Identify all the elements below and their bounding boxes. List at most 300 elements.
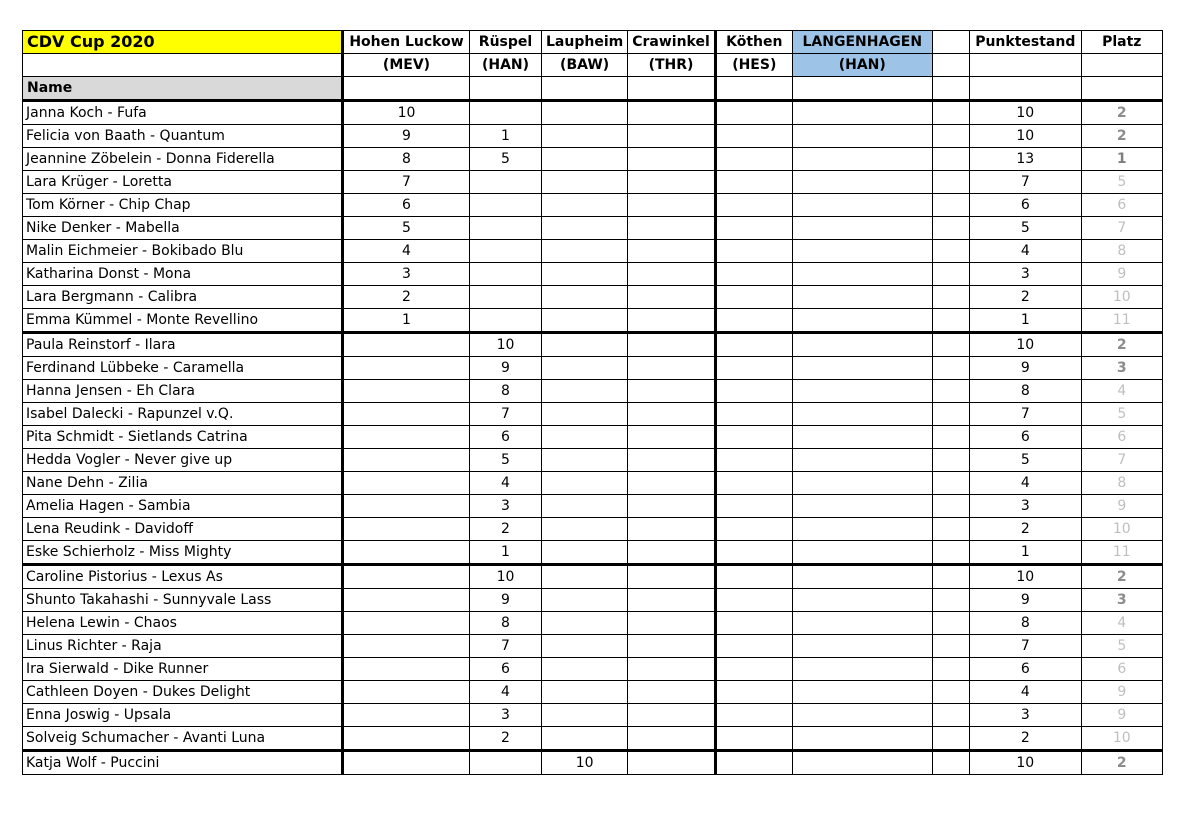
- score-cell[interactable]: [628, 194, 716, 217]
- rider-name[interactable]: Solveig Schumacher - Avanti Luna: [23, 727, 343, 751]
- total-points[interactable]: 10: [969, 565, 1081, 589]
- score-cell[interactable]: [542, 286, 628, 309]
- score-cell[interactable]: [792, 658, 932, 681]
- rider-name[interactable]: Katja Wolf - Puccini: [23, 751, 343, 775]
- score-cell[interactable]: [628, 495, 716, 518]
- place-rank[interactable]: 2: [1081, 751, 1162, 775]
- total-points[interactable]: 9: [969, 357, 1081, 380]
- column-region-9[interactable]: [1081, 54, 1162, 77]
- score-cell[interactable]: 1: [470, 125, 542, 148]
- column-header-7[interactable]: [932, 31, 969, 54]
- score-cell[interactable]: [628, 148, 716, 171]
- score-cell[interactable]: 6: [470, 426, 542, 449]
- score-cell[interactable]: [542, 518, 628, 541]
- place-rank[interactable]: 7: [1081, 217, 1162, 240]
- column-region-5[interactable]: (HES): [715, 54, 792, 77]
- rider-name[interactable]: Caroline Pistorius - Lexus As: [23, 565, 343, 589]
- score-cell[interactable]: [542, 309, 628, 333]
- score-cell[interactable]: [932, 426, 969, 449]
- score-cell[interactable]: [792, 635, 932, 658]
- score-cell[interactable]: [792, 148, 932, 171]
- score-cell[interactable]: [932, 495, 969, 518]
- column-region-2[interactable]: (HAN): [470, 54, 542, 77]
- score-cell[interactable]: [932, 403, 969, 426]
- rider-name[interactable]: Pita Schmidt - Sietlands Catrina: [23, 426, 343, 449]
- place-rank[interactable]: 2: [1081, 333, 1162, 357]
- score-cell[interactable]: [932, 681, 969, 704]
- score-cell[interactable]: [628, 541, 716, 565]
- score-cell[interactable]: [542, 171, 628, 194]
- rider-name[interactable]: Cathleen Doyen - Dukes Delight: [23, 681, 343, 704]
- score-cell[interactable]: [343, 380, 470, 403]
- score-cell[interactable]: [715, 658, 792, 681]
- score-cell[interactable]: [628, 380, 716, 403]
- place-rank[interactable]: 4: [1081, 612, 1162, 635]
- score-cell[interactable]: [932, 658, 969, 681]
- score-cell[interactable]: [628, 263, 716, 286]
- total-points[interactable]: 2: [969, 518, 1081, 541]
- score-cell[interactable]: [628, 240, 716, 263]
- score-cell[interactable]: [792, 589, 932, 612]
- total-points[interactable]: 6: [969, 194, 1081, 217]
- score-cell[interactable]: [792, 217, 932, 240]
- score-cell[interactable]: [932, 612, 969, 635]
- score-cell[interactable]: [628, 333, 716, 357]
- score-cell[interactable]: 5: [343, 217, 470, 240]
- rider-name[interactable]: Nane Dehn - Zilia: [23, 472, 343, 495]
- score-cell[interactable]: [628, 658, 716, 681]
- score-cell[interactable]: [715, 309, 792, 333]
- total-points[interactable]: 7: [969, 635, 1081, 658]
- score-cell[interactable]: [343, 681, 470, 704]
- score-cell[interactable]: 10: [470, 565, 542, 589]
- score-cell[interactable]: 8: [343, 148, 470, 171]
- score-cell[interactable]: [932, 449, 969, 472]
- total-points[interactable]: 6: [969, 426, 1081, 449]
- score-cell[interactable]: 4: [470, 681, 542, 704]
- place-rank[interactable]: 11: [1081, 309, 1162, 333]
- score-cell[interactable]: 2: [470, 518, 542, 541]
- score-cell[interactable]: 4: [343, 240, 470, 263]
- score-cell[interactable]: [715, 449, 792, 472]
- rider-name[interactable]: Felicia von Baath - Quantum: [23, 125, 343, 148]
- score-cell[interactable]: [542, 263, 628, 286]
- score-cell[interactable]: [792, 518, 932, 541]
- score-cell[interactable]: [542, 426, 628, 449]
- rider-name[interactable]: Shunto Takahashi - Sunnyvale Lass: [23, 589, 343, 612]
- title-spacer-cell[interactable]: [23, 54, 343, 77]
- score-cell[interactable]: [715, 518, 792, 541]
- score-cell[interactable]: [932, 380, 969, 403]
- rider-name[interactable]: Enna Joswig - Upsala: [23, 704, 343, 727]
- score-cell[interactable]: [542, 333, 628, 357]
- score-cell[interactable]: [343, 449, 470, 472]
- score-cell[interactable]: [542, 635, 628, 658]
- score-cell[interactable]: 3: [343, 263, 470, 286]
- score-cell[interactable]: [628, 309, 716, 333]
- score-cell[interactable]: [343, 541, 470, 565]
- score-cell[interactable]: [470, 263, 542, 286]
- score-cell[interactable]: 7: [470, 635, 542, 658]
- rider-name[interactable]: Nike Denker - Mabella: [23, 217, 343, 240]
- score-cell[interactable]: 2: [470, 727, 542, 751]
- place-rank[interactable]: 8: [1081, 240, 1162, 263]
- score-cell[interactable]: 6: [470, 658, 542, 681]
- score-cell[interactable]: [792, 751, 932, 775]
- score-cell[interactable]: [343, 472, 470, 495]
- place-rank[interactable]: 2: [1081, 125, 1162, 148]
- rider-name[interactable]: Eske Schierholz - Miss Mighty: [23, 541, 343, 565]
- rider-name[interactable]: Emma Kümmel - Monte Revellino: [23, 309, 343, 333]
- place-rank[interactable]: 9: [1081, 495, 1162, 518]
- column-region-4[interactable]: (THR): [628, 54, 716, 77]
- score-cell[interactable]: 9: [470, 589, 542, 612]
- score-cell[interactable]: [792, 403, 932, 426]
- score-cell[interactable]: [932, 727, 969, 751]
- place-rank[interactable]: 4: [1081, 380, 1162, 403]
- score-cell[interactable]: [792, 541, 932, 565]
- score-cell[interactable]: [715, 565, 792, 589]
- total-points[interactable]: 7: [969, 171, 1081, 194]
- score-cell[interactable]: [343, 565, 470, 589]
- score-cell[interactable]: [542, 681, 628, 704]
- score-cell[interactable]: [792, 681, 932, 704]
- score-cell[interactable]: [628, 171, 716, 194]
- score-cell[interactable]: [542, 357, 628, 380]
- score-cell[interactable]: [715, 194, 792, 217]
- score-cell[interactable]: 8: [470, 380, 542, 403]
- column-header-8[interactable]: Punktestand: [969, 31, 1081, 54]
- score-cell[interactable]: [932, 171, 969, 194]
- score-cell[interactable]: [343, 658, 470, 681]
- total-points[interactable]: 10: [969, 751, 1081, 775]
- rider-name[interactable]: Linus Richter - Raja: [23, 635, 343, 658]
- score-cell[interactable]: [932, 101, 969, 125]
- score-cell[interactable]: [470, 240, 542, 263]
- rider-name[interactable]: Amelia Hagen - Sambia: [23, 495, 343, 518]
- total-points[interactable]: 10: [969, 125, 1081, 148]
- name-header-blank-6[interactable]: [792, 77, 932, 101]
- score-cell[interactable]: [932, 263, 969, 286]
- score-cell[interactable]: [628, 612, 716, 635]
- score-cell[interactable]: [470, 286, 542, 309]
- place-rank[interactable]: 3: [1081, 589, 1162, 612]
- score-cell[interactable]: [628, 125, 716, 148]
- rider-name[interactable]: Ferdinand Lübbeke - Caramella: [23, 357, 343, 380]
- place-rank[interactable]: 10: [1081, 727, 1162, 751]
- name-header-blank-5[interactable]: [715, 77, 792, 101]
- score-cell[interactable]: [343, 751, 470, 775]
- place-rank[interactable]: 6: [1081, 194, 1162, 217]
- total-points[interactable]: 4: [969, 472, 1081, 495]
- score-cell[interactable]: [343, 612, 470, 635]
- place-rank[interactable]: 8: [1081, 472, 1162, 495]
- score-cell[interactable]: [542, 704, 628, 727]
- score-cell[interactable]: [542, 148, 628, 171]
- score-cell[interactable]: [542, 612, 628, 635]
- score-cell[interactable]: [470, 194, 542, 217]
- score-cell[interactable]: [792, 565, 932, 589]
- total-points[interactable]: 1: [969, 309, 1081, 333]
- score-cell[interactable]: 3: [470, 704, 542, 727]
- score-cell[interactable]: [542, 217, 628, 240]
- score-cell[interactable]: [932, 309, 969, 333]
- total-points[interactable]: 2: [969, 727, 1081, 751]
- score-cell[interactable]: [715, 240, 792, 263]
- score-cell[interactable]: [542, 589, 628, 612]
- score-cell[interactable]: [343, 357, 470, 380]
- score-cell[interactable]: [343, 635, 470, 658]
- score-cell[interactable]: [932, 357, 969, 380]
- column-region-8[interactable]: [969, 54, 1081, 77]
- total-points[interactable]: 5: [969, 449, 1081, 472]
- score-cell[interactable]: [932, 217, 969, 240]
- score-cell[interactable]: [542, 565, 628, 589]
- score-cell[interactable]: [715, 403, 792, 426]
- score-cell[interactable]: [932, 635, 969, 658]
- score-cell[interactable]: [932, 751, 969, 775]
- score-cell[interactable]: [470, 217, 542, 240]
- place-rank[interactable]: 6: [1081, 426, 1162, 449]
- score-cell[interactable]: [792, 286, 932, 309]
- score-cell[interactable]: [628, 518, 716, 541]
- sheet-title[interactable]: CDV Cup 2020: [23, 31, 343, 54]
- total-points[interactable]: 10: [969, 333, 1081, 357]
- score-cell[interactable]: [470, 309, 542, 333]
- score-cell[interactable]: [470, 101, 542, 125]
- column-header-4[interactable]: Crawinkel: [628, 31, 716, 54]
- column-header-9[interactable]: Platz: [1081, 31, 1162, 54]
- total-points[interactable]: 8: [969, 612, 1081, 635]
- score-cell[interactable]: [792, 727, 932, 751]
- score-cell[interactable]: [542, 101, 628, 125]
- place-rank[interactable]: 2: [1081, 101, 1162, 125]
- score-cell[interactable]: [542, 125, 628, 148]
- place-rank[interactable]: 3: [1081, 357, 1162, 380]
- score-cell[interactable]: [932, 565, 969, 589]
- score-cell[interactable]: [628, 472, 716, 495]
- score-cell[interactable]: [715, 495, 792, 518]
- score-cell[interactable]: [343, 495, 470, 518]
- score-cell[interactable]: [792, 612, 932, 635]
- score-cell[interactable]: [715, 333, 792, 357]
- total-points[interactable]: 7: [969, 403, 1081, 426]
- name-header-blank-8[interactable]: [969, 77, 1081, 101]
- score-cell[interactable]: [715, 217, 792, 240]
- score-cell[interactable]: [792, 125, 932, 148]
- score-cell[interactable]: [792, 240, 932, 263]
- place-rank[interactable]: 9: [1081, 263, 1162, 286]
- rider-name[interactable]: Lena Reudink - Davidoff: [23, 518, 343, 541]
- score-cell[interactable]: 8: [470, 612, 542, 635]
- name-header-blank-2[interactable]: [470, 77, 542, 101]
- score-cell[interactable]: [628, 751, 716, 775]
- score-cell[interactable]: [932, 704, 969, 727]
- column-region-1[interactable]: (MEV): [343, 54, 470, 77]
- score-cell[interactable]: [542, 495, 628, 518]
- score-cell[interactable]: [628, 101, 716, 125]
- score-cell[interactable]: [343, 727, 470, 751]
- name-header-blank-4[interactable]: [628, 77, 716, 101]
- score-cell[interactable]: [628, 704, 716, 727]
- rider-name[interactable]: Katharina Donst - Mona: [23, 263, 343, 286]
- score-cell[interactable]: 1: [470, 541, 542, 565]
- total-points[interactable]: 3: [969, 495, 1081, 518]
- score-cell[interactable]: 5: [470, 148, 542, 171]
- score-cell[interactable]: [542, 380, 628, 403]
- score-cell[interactable]: [792, 194, 932, 217]
- score-cell[interactable]: [715, 125, 792, 148]
- score-cell[interactable]: [792, 495, 932, 518]
- score-cell[interactable]: 1: [343, 309, 470, 333]
- score-cell[interactable]: [343, 704, 470, 727]
- score-cell[interactable]: [932, 518, 969, 541]
- score-cell[interactable]: [792, 449, 932, 472]
- place-rank[interactable]: 5: [1081, 403, 1162, 426]
- column-header-2[interactable]: Rüspel: [470, 31, 542, 54]
- place-rank[interactable]: 2: [1081, 565, 1162, 589]
- score-cell[interactable]: 4: [470, 472, 542, 495]
- place-rank[interactable]: 5: [1081, 171, 1162, 194]
- total-points[interactable]: 4: [969, 240, 1081, 263]
- score-cell[interactable]: 9: [470, 357, 542, 380]
- place-rank[interactable]: 7: [1081, 449, 1162, 472]
- score-cell[interactable]: [715, 286, 792, 309]
- score-cell[interactable]: [343, 589, 470, 612]
- score-cell[interactable]: [932, 589, 969, 612]
- score-cell[interactable]: [715, 148, 792, 171]
- score-cell[interactable]: 2: [343, 286, 470, 309]
- score-cell[interactable]: [715, 635, 792, 658]
- rider-name[interactable]: Helena Lewin - Chaos: [23, 612, 343, 635]
- column-header-5[interactable]: Köthen: [715, 31, 792, 54]
- score-cell[interactable]: [792, 426, 932, 449]
- score-cell[interactable]: [715, 751, 792, 775]
- name-header-blank-3[interactable]: [542, 77, 628, 101]
- score-cell[interactable]: 10: [343, 101, 470, 125]
- score-cell[interactable]: [715, 380, 792, 403]
- score-cell[interactable]: [792, 380, 932, 403]
- place-rank[interactable]: 10: [1081, 286, 1162, 309]
- score-cell[interactable]: [628, 403, 716, 426]
- name-header-blank-1[interactable]: [343, 77, 470, 101]
- score-cell[interactable]: [715, 704, 792, 727]
- place-rank[interactable]: 10: [1081, 518, 1162, 541]
- total-points[interactable]: 1: [969, 541, 1081, 565]
- score-cell[interactable]: [792, 309, 932, 333]
- score-cell[interactable]: [932, 148, 969, 171]
- score-cell[interactable]: [932, 541, 969, 565]
- place-rank[interactable]: 6: [1081, 658, 1162, 681]
- score-cell[interactable]: [932, 333, 969, 357]
- total-points[interactable]: 3: [969, 263, 1081, 286]
- score-cell[interactable]: 10: [470, 333, 542, 357]
- total-points[interactable]: 8: [969, 380, 1081, 403]
- score-cell[interactable]: [792, 171, 932, 194]
- score-cell[interactable]: [715, 727, 792, 751]
- score-cell[interactable]: [470, 171, 542, 194]
- score-cell[interactable]: [470, 751, 542, 775]
- score-cell[interactable]: [792, 357, 932, 380]
- total-points[interactable]: 3: [969, 704, 1081, 727]
- total-points[interactable]: 10: [969, 101, 1081, 125]
- total-points[interactable]: 9: [969, 589, 1081, 612]
- score-cell[interactable]: [792, 263, 932, 286]
- column-region-3[interactable]: (BAW): [542, 54, 628, 77]
- total-points[interactable]: 6: [969, 658, 1081, 681]
- rider-name[interactable]: Tom Körner - Chip Chap: [23, 194, 343, 217]
- name-header-blank-7[interactable]: [932, 77, 969, 101]
- name-header[interactable]: Name: [23, 77, 343, 101]
- score-cell[interactable]: [715, 612, 792, 635]
- score-cell[interactable]: [628, 449, 716, 472]
- score-cell[interactable]: [715, 589, 792, 612]
- total-points[interactable]: 4: [969, 681, 1081, 704]
- score-cell[interactable]: [932, 240, 969, 263]
- rider-name[interactable]: Jeannine Zöbelein - Donna Fiderella: [23, 148, 343, 171]
- score-cell[interactable]: [542, 403, 628, 426]
- score-cell[interactable]: 7: [343, 171, 470, 194]
- score-cell[interactable]: [932, 125, 969, 148]
- score-cell[interactable]: 7: [470, 403, 542, 426]
- rider-name[interactable]: Hanna Jensen - Eh Clara: [23, 380, 343, 403]
- place-rank[interactable]: 5: [1081, 635, 1162, 658]
- rider-name[interactable]: Hedda Vogler - Never give up: [23, 449, 343, 472]
- score-cell[interactable]: [628, 589, 716, 612]
- score-cell[interactable]: [343, 403, 470, 426]
- score-cell[interactable]: [715, 101, 792, 125]
- score-cell[interactable]: [542, 240, 628, 263]
- score-cell[interactable]: 5: [470, 449, 542, 472]
- column-header-1[interactable]: Hohen Luckow: [343, 31, 470, 54]
- score-cell[interactable]: 6: [343, 194, 470, 217]
- score-cell[interactable]: [932, 472, 969, 495]
- score-cell[interactable]: [343, 518, 470, 541]
- score-cell[interactable]: [715, 357, 792, 380]
- score-cell[interactable]: [628, 727, 716, 751]
- score-cell[interactable]: [628, 217, 716, 240]
- score-cell[interactable]: [715, 541, 792, 565]
- total-points[interactable]: 13: [969, 148, 1081, 171]
- rider-name[interactable]: Isabel Dalecki - Rapunzel v.Q.: [23, 403, 343, 426]
- score-cell[interactable]: 10: [542, 751, 628, 775]
- score-cell[interactable]: [542, 449, 628, 472]
- place-rank[interactable]: 1: [1081, 148, 1162, 171]
- score-cell[interactable]: [542, 194, 628, 217]
- score-cell[interactable]: [792, 472, 932, 495]
- score-cell[interactable]: [628, 426, 716, 449]
- place-rank[interactable]: 9: [1081, 681, 1162, 704]
- score-cell[interactable]: [628, 357, 716, 380]
- score-cell[interactable]: 3: [470, 495, 542, 518]
- place-rank[interactable]: 9: [1081, 704, 1162, 727]
- score-cell[interactable]: [628, 635, 716, 658]
- score-cell[interactable]: [628, 565, 716, 589]
- column-region-7[interactable]: [932, 54, 969, 77]
- score-cell[interactable]: [715, 472, 792, 495]
- score-cell[interactable]: [792, 333, 932, 357]
- total-points[interactable]: 2: [969, 286, 1081, 309]
- score-cell[interactable]: [715, 171, 792, 194]
- score-cell[interactable]: 9: [343, 125, 470, 148]
- score-cell[interactable]: [932, 286, 969, 309]
- score-cell[interactable]: [542, 541, 628, 565]
- score-cell[interactable]: [542, 472, 628, 495]
- score-cell[interactable]: [715, 681, 792, 704]
- score-cell[interactable]: [715, 426, 792, 449]
- score-cell[interactable]: [343, 426, 470, 449]
- rider-name[interactable]: Lara Bergmann - Calibra: [23, 286, 343, 309]
